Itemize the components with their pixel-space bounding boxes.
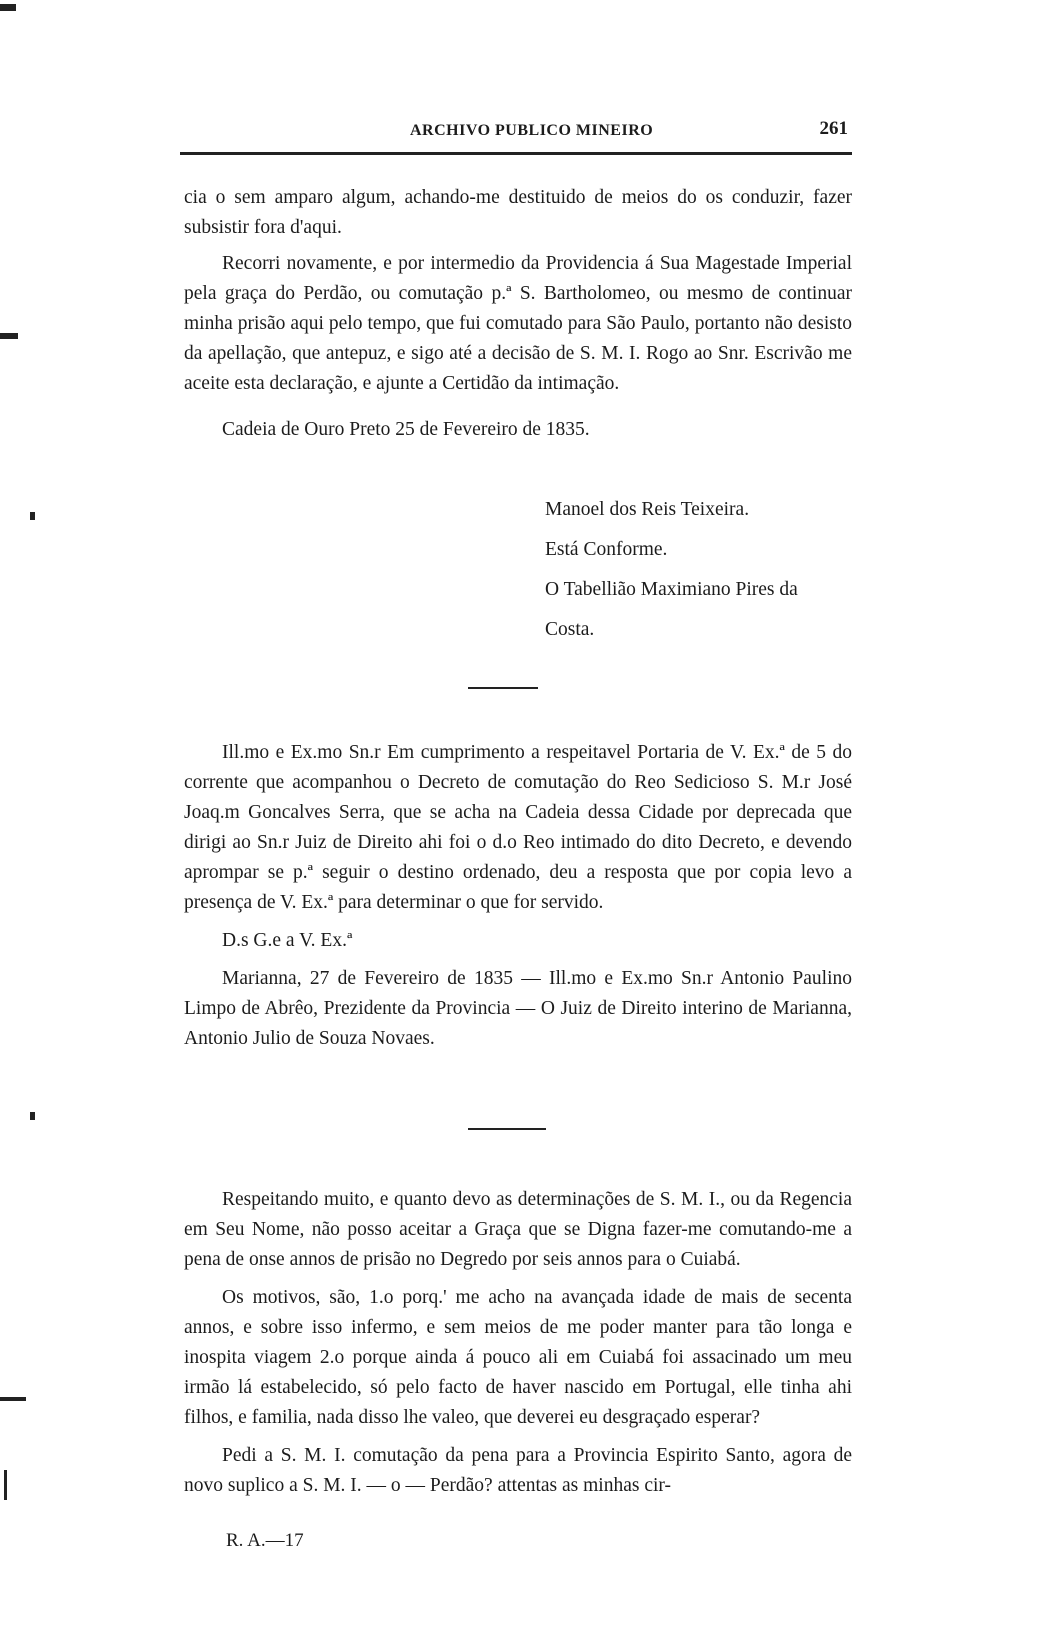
paragraph: Pedi a S. M. I. comutação da pena para a Provincia Espirito Santo, agora de novo suplico a S. M. I. — o — Perdão? attentas as minhas cir- [184, 1445, 852, 1496]
paragraph: Ill.mo e Ex.mo Sn.r Em cumprimento a respeitavel Portaria de V. Ex.ª de 5 do corrente que acompanhou o Decreto de comutação do Reo Sedicioso S. M.r José Joaq.m Goncalves Serra, que se acha na Cadeia dessa Cidade por deprecada que dirigi ao Sn.r Juiz de Direito ahi foi o d.o Reo intimado do dito Decreto, e devendo aprompar se p.ª seguir o destino ordenado, deu a resposta que por copia levo a presença de V. Ex.ª para determinar o que for servido. [184, 742, 852, 913]
scan-edge-mark [30, 1112, 35, 1120]
dateline: Marianna, 27 de Fevereiro de 1835 — Ill.mo e Ex.mo Sn.r Antonio Paulino Limpo de Abrêo, Prezidente da Provincia — O Juiz de Direito interino de Marianna, Antonio Julio de Souza Novaes. [184, 968, 852, 1049]
section-1-body [184, 183, 852, 445]
signature-mark: R. A.—17 [226, 1530, 304, 1551]
paragraph: cia o sem amparo algum, achando-me destituido de meios do os conduzir, fazer subsistir fora d'aqui. [184, 187, 852, 238]
scan-edge-mark [30, 512, 35, 520]
section-separator [468, 1128, 546, 1130]
closing: D.s G.e a V. Ex.ª [222, 930, 353, 951]
header-rule [180, 152, 852, 155]
paragraph: Recorri novamente, e por intermedio da Providencia á Sua Magestade Imperial pela graça do Perdão, ou comutação p.ª S. Bartholomeo, ou mesmo de continuar minha prisão aqui pelo tempo, que fui comutado para São Paulo, portanto não desisto da apellação, que antepuz, e sigo até a decisão de S. M. I. Rogo ao Snr. Escrivão me aceite esta declaração, e ajunte a Certidão da intimação. [184, 253, 852, 394]
running-title: ARCHIVO PUBLICO MINEIRO [410, 122, 654, 139]
paragraph: Respeitando muito, e quanto devo as determinações de S. M. I., ou da Regencia em Seu Nome, não posso aceitar a Graça que se Digna fazer-me comutando-me a pena de onse annos de prisão no Degredo por seis annos para o Cuiabá. [184, 1189, 852, 1270]
scan-edge-mark [0, 333, 18, 339]
scan-edge-mark [4, 1470, 7, 1500]
scan-edge-mark [0, 4, 16, 11]
section-3-body [184, 1185, 852, 1501]
signature-line: O Tabellião Maximiano Pires da [545, 579, 798, 600]
page-number: 261 [819, 118, 848, 139]
signature-line: Costa. [545, 619, 595, 640]
signature-line: Está Conforme. [545, 539, 668, 560]
signature-block [545, 490, 865, 650]
dateline: Cadeia de Ouro Preto 25 de Fevereiro de 1835. [222, 419, 590, 440]
section-2-body [184, 738, 852, 1054]
page-header [180, 118, 852, 148]
section-separator [468, 687, 538, 689]
paragraph: Os motivos, são, 1.o porq.' me acho na avançada idade de mais de secenta annos, e sobre isso infermo, e sem meios de me poder manter para tão longa e inospita viagem 2.o porque ainda á pouco ali em Cuiabá foi assacinado um meu irmão lá estabelecido, só pelo facto de haver nascido em Portugal, elle tinha ahi filhos, e familia, nada disso lhe valeo, que deverei eu desgraçado esperar? [184, 1287, 852, 1428]
scan-edge-mark [0, 1397, 26, 1401]
signature-line: Manoel dos Reis Teixeira. [545, 499, 750, 520]
